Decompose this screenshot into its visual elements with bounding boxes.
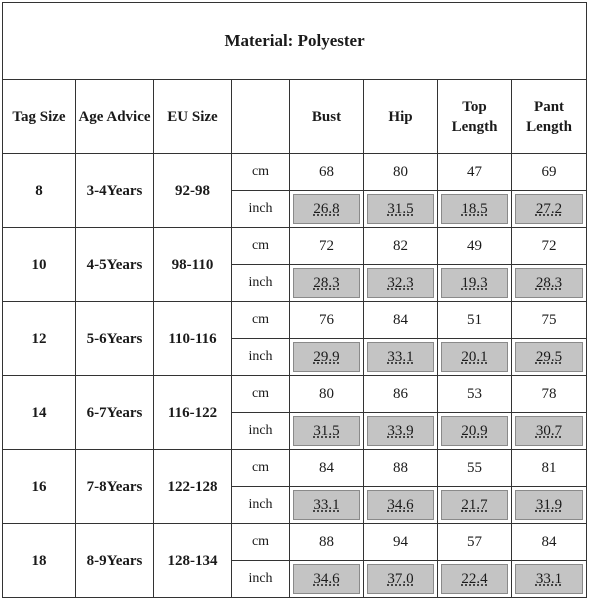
eu-size-cell: 122-128 — [154, 450, 232, 524]
shaded-value-box — [441, 194, 508, 224]
top-length-cm-cell: 57 — [438, 524, 512, 561]
pant-length-inch-cell — [512, 339, 587, 376]
pant-length-inch-value: 27.2 — [535, 201, 563, 217]
bust-cm-cell: 80 — [290, 376, 364, 413]
bust-inch-cell — [290, 561, 364, 598]
shaded-value-box — [293, 342, 360, 372]
top-length-inch-cell — [438, 561, 512, 598]
age-advice-cell: 8-9Years — [76, 524, 154, 598]
size-row-cm — [3, 524, 587, 561]
eu-size-cell: 92-98 — [154, 154, 232, 228]
top-length-cm-cell: 53 — [438, 376, 512, 413]
bust-cm-cell: 72 — [290, 228, 364, 265]
bust-inch-cell — [290, 191, 364, 228]
shaded-value-box — [441, 268, 508, 298]
pant-length-inch-cell — [512, 413, 587, 450]
top-length-inch-cell — [438, 487, 512, 524]
hip-inch-cell — [364, 487, 438, 524]
bust-inch-cell — [290, 265, 364, 302]
size-row-cm — [3, 450, 587, 487]
size-row-cm — [3, 376, 587, 413]
age-advice-cell: 3-4Years — [76, 154, 154, 228]
hip-cm-cell: 82 — [364, 228, 438, 265]
header-bust: Bust — [290, 80, 364, 154]
pant-length-cm-cell: 75 — [512, 302, 587, 339]
pant-length-cm-cell: 84 — [512, 524, 587, 561]
size-row-cm — [3, 154, 587, 191]
size-table — [2, 2, 587, 598]
shaded-value-box — [367, 342, 434, 372]
age-advice-cell: 6-7Years — [76, 376, 154, 450]
unit-inch-cell: inch — [232, 413, 290, 450]
top-length-inch-value: 19.3 — [461, 275, 488, 291]
unit-cm-cell: cm — [232, 228, 290, 265]
age-advice-cell: 5-6Years — [76, 302, 154, 376]
unit-cm-cell: cm — [232, 302, 290, 339]
top-length-cm-cell: 51 — [438, 302, 512, 339]
unit-cm-cell: cm — [232, 450, 290, 487]
bust-inch-cell — [290, 413, 364, 450]
unit-cm-cell: cm — [232, 524, 290, 561]
hip-inch-value: 31.5 — [387, 201, 414, 217]
pant-length-inch-value: 31.9 — [535, 497, 563, 513]
hip-inch-cell — [364, 413, 438, 450]
bust-inch-value: 31.5 — [313, 423, 340, 439]
header-eu-size: EU Size — [154, 80, 232, 154]
pant-length-inch-value: 28.3 — [535, 275, 563, 291]
header-top-length — [438, 80, 512, 154]
hip-inch-value: 33.1 — [387, 349, 414, 365]
shaded-value-box — [293, 194, 360, 224]
shaded-value-box — [293, 490, 360, 520]
shaded-value-box — [441, 416, 508, 446]
unit-inch-cell: inch — [232, 191, 290, 228]
shaded-value-box — [367, 268, 434, 298]
pant-length-inch-cell — [512, 487, 587, 524]
unit-cm-cell: cm — [232, 154, 290, 191]
tag-size-cell: 16 — [3, 450, 76, 524]
pant-length-inch-cell — [512, 561, 587, 598]
bust-cm-cell: 84 — [290, 450, 364, 487]
hip-inch-value: 37.0 — [387, 571, 414, 587]
unit-inch-cell: inch — [232, 561, 290, 598]
eu-size-cell: 116-122 — [154, 376, 232, 450]
table-title: Material: Polyester — [3, 3, 587, 80]
shaded-value-box — [441, 342, 508, 372]
bust-inch-value: 33.1 — [313, 497, 340, 513]
size-chart — [2, 2, 586, 598]
top-length-inch-value: 22.4 — [461, 571, 488, 587]
unit-inch-cell: inch — [232, 487, 290, 524]
header-row — [3, 80, 587, 154]
age-advice-cell: 4-5Years — [76, 228, 154, 302]
pant-length-inch-value: 30.7 — [535, 423, 563, 439]
shaded-value-box — [293, 268, 360, 298]
tag-size-cell: 18 — [3, 524, 76, 598]
tag-size-cell: 10 — [3, 228, 76, 302]
header-top-length-line2: Length — [451, 118, 498, 135]
shaded-value-box — [515, 342, 583, 372]
pant-length-inch-value: 29.5 — [535, 349, 563, 365]
top-length-cm-cell: 49 — [438, 228, 512, 265]
unit-inch-cell: inch — [232, 265, 290, 302]
bust-inch-value: 34.6 — [313, 571, 340, 587]
pant-length-cm-cell: 78 — [512, 376, 587, 413]
hip-inch-cell — [364, 561, 438, 598]
tag-size-cell: 12 — [3, 302, 76, 376]
eu-size-cell: 98-110 — [154, 228, 232, 302]
pant-length-inch-value: 33.1 — [535, 571, 563, 587]
shaded-value-box — [515, 490, 583, 520]
pant-length-cm-cell: 72 — [512, 228, 587, 265]
eu-size-cell: 110-116 — [154, 302, 232, 376]
hip-cm-cell: 88 — [364, 450, 438, 487]
hip-cm-cell: 80 — [364, 154, 438, 191]
bust-inch-cell — [290, 339, 364, 376]
bust-inch-cell — [290, 487, 364, 524]
bust-inch-value: 28.3 — [313, 275, 340, 291]
hip-inch-value: 33.9 — [387, 423, 414, 439]
shaded-value-box — [367, 490, 434, 520]
shaded-value-box — [515, 194, 583, 224]
shaded-value-box — [441, 490, 508, 520]
header-pant-length — [512, 80, 587, 154]
hip-cm-cell: 94 — [364, 524, 438, 561]
top-length-inch-value: 18.5 — [461, 201, 488, 217]
hip-inch-cell — [364, 191, 438, 228]
eu-size-cell: 128-134 — [154, 524, 232, 598]
bust-inch-value: 26.8 — [313, 201, 340, 217]
pant-length-inch-cell — [512, 191, 587, 228]
shaded-value-box — [293, 564, 360, 594]
size-row-cm — [3, 302, 587, 339]
shaded-value-box — [293, 416, 360, 446]
hip-inch-cell — [364, 265, 438, 302]
top-length-cm-cell: 47 — [438, 154, 512, 191]
top-length-inch-cell — [438, 265, 512, 302]
pant-length-cm-cell: 81 — [512, 450, 587, 487]
shaded-value-box — [367, 194, 434, 224]
tag-size-cell: 8 — [3, 154, 76, 228]
shaded-value-box — [515, 268, 583, 298]
age-advice-cell: 7-8Years — [76, 450, 154, 524]
unit-cm-cell: cm — [232, 376, 290, 413]
bust-cm-cell: 68 — [290, 154, 364, 191]
hip-cm-cell: 86 — [364, 376, 438, 413]
shaded-value-box — [367, 416, 434, 446]
header-age-advice: Age Advice — [76, 80, 154, 154]
header-pant-length-line1: Pant — [534, 98, 565, 115]
size-row-cm — [3, 228, 587, 265]
header-hip: Hip — [364, 80, 438, 154]
bust-inch-value: 29.9 — [313, 349, 340, 365]
hip-cm-cell: 84 — [364, 302, 438, 339]
bust-cm-cell: 76 — [290, 302, 364, 339]
header-unit — [232, 80, 290, 154]
unit-inch-cell: inch — [232, 339, 290, 376]
hip-inch-value: 32.3 — [387, 275, 414, 291]
top-length-inch-value: 21.7 — [461, 497, 488, 513]
hip-inch-cell — [364, 339, 438, 376]
shaded-value-box — [515, 416, 583, 446]
pant-length-inch-cell — [512, 265, 587, 302]
header-pant-length-line2: Length — [526, 118, 572, 135]
bust-cm-cell: 88 — [290, 524, 364, 561]
pant-length-cm-cell: 69 — [512, 154, 587, 191]
shaded-value-box — [515, 564, 583, 594]
top-length-inch-value: 20.9 — [461, 423, 488, 439]
shaded-value-box — [367, 564, 434, 594]
top-length-inch-value: 20.1 — [461, 349, 488, 365]
header-tag-size: Tag Size — [3, 80, 76, 154]
tag-size-cell: 14 — [3, 376, 76, 450]
top-length-inch-cell — [438, 191, 512, 228]
top-length-inch-cell — [438, 413, 512, 450]
top-length-cm-cell: 55 — [438, 450, 512, 487]
header-top-length-line1: Top — [462, 98, 487, 115]
top-length-inch-cell — [438, 339, 512, 376]
shaded-value-box — [441, 564, 508, 594]
hip-inch-value: 34.6 — [387, 497, 414, 513]
